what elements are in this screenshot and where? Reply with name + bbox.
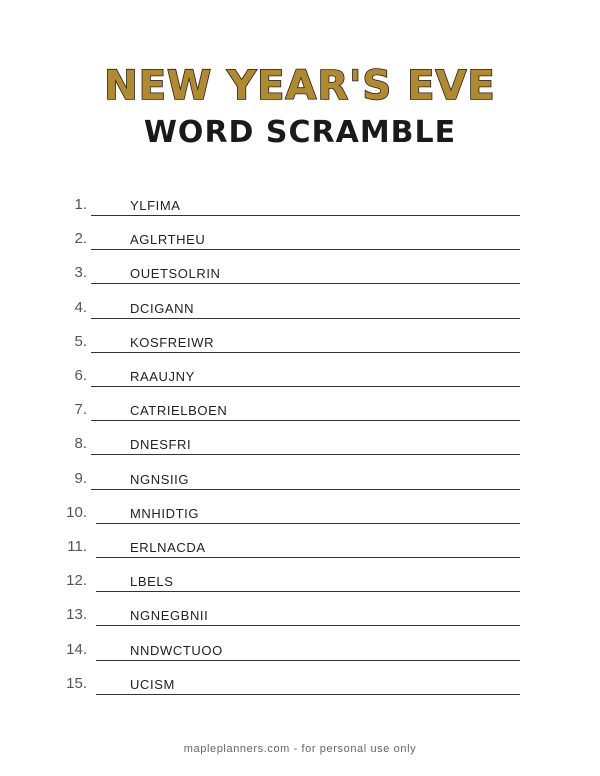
answer-line bbox=[91, 454, 520, 455]
page-subtitle: WORD SCRAMBLE bbox=[143, 115, 457, 150]
item-number: 7. bbox=[74, 401, 87, 419]
scrambled-word: NNDWCTUOO bbox=[130, 642, 223, 658]
answer-line bbox=[91, 489, 520, 490]
item-number: 1. bbox=[74, 196, 87, 213]
item-number: 8. bbox=[74, 435, 87, 453]
scrambled-word: RAAUJNY bbox=[130, 369, 195, 384]
list-item bbox=[0, 399, 600, 421]
scrambled-word: YLFIMA bbox=[130, 198, 181, 213]
scrambled-word: NGNSIIG bbox=[130, 471, 190, 487]
answer-line bbox=[91, 318, 520, 319]
list-item bbox=[0, 604, 600, 626]
list-item bbox=[0, 502, 600, 524]
scrambled-word: UCISM bbox=[130, 676, 175, 692]
scrambled-word: AGLRTHEU bbox=[130, 232, 206, 248]
item-number: 10. bbox=[66, 503, 87, 521]
list-item bbox=[0, 536, 600, 558]
list-item bbox=[0, 433, 600, 455]
scrambled-word: NGNEGBNII bbox=[130, 608, 209, 624]
scrambled-word: DCIGANN bbox=[130, 300, 195, 316]
list-item bbox=[0, 331, 600, 353]
footer-credit: mapleplanners.com - for personal use only bbox=[183, 743, 417, 755]
scrambled-word: DNESFRI bbox=[130, 437, 192, 453]
answer-line bbox=[96, 523, 520, 524]
scrambled-word: CATRIELBOEN bbox=[130, 403, 228, 419]
item-number: 11. bbox=[67, 538, 87, 555]
answer-line bbox=[91, 386, 520, 387]
item-number: 4. bbox=[74, 298, 87, 316]
answer-line bbox=[96, 660, 520, 661]
list-item bbox=[0, 639, 600, 661]
answer-line bbox=[96, 625, 520, 626]
scrambled-word: MNHIDTIG bbox=[130, 505, 200, 521]
item-number: 2. bbox=[74, 230, 87, 248]
item-number: 13. bbox=[66, 606, 87, 624]
list-item bbox=[0, 468, 600, 490]
scrambled-word: ERLNACDA bbox=[130, 540, 206, 555]
answer-line bbox=[91, 352, 520, 353]
item-number: 12. bbox=[66, 572, 87, 590]
item-number: 15. bbox=[66, 674, 87, 692]
scrambled-word: KOSFREIWR bbox=[130, 334, 215, 350]
answer-line bbox=[91, 283, 520, 284]
list-item bbox=[0, 297, 600, 319]
list-item bbox=[0, 262, 600, 284]
answer-line bbox=[91, 215, 520, 216]
item-number: 5. bbox=[74, 332, 87, 350]
list-item bbox=[0, 228, 600, 250]
item-number: 9. bbox=[74, 469, 87, 487]
item-number: 6. bbox=[74, 367, 87, 384]
list-item bbox=[0, 365, 600, 387]
scrambled-word: LBELS bbox=[130, 574, 174, 590]
answer-line bbox=[96, 694, 520, 695]
list-item bbox=[0, 194, 600, 216]
answer-line bbox=[96, 557, 520, 558]
answer-line bbox=[96, 591, 520, 592]
answer-line bbox=[91, 249, 520, 250]
list-item bbox=[0, 673, 600, 695]
list-item bbox=[0, 570, 600, 592]
page-title: NEW YEAR'S EVE bbox=[104, 63, 496, 109]
answer-line bbox=[91, 420, 520, 421]
item-number: 3. bbox=[74, 264, 87, 282]
scrambled-word: OUETSOLRIN bbox=[130, 266, 221, 282]
item-number: 14. bbox=[66, 640, 87, 658]
